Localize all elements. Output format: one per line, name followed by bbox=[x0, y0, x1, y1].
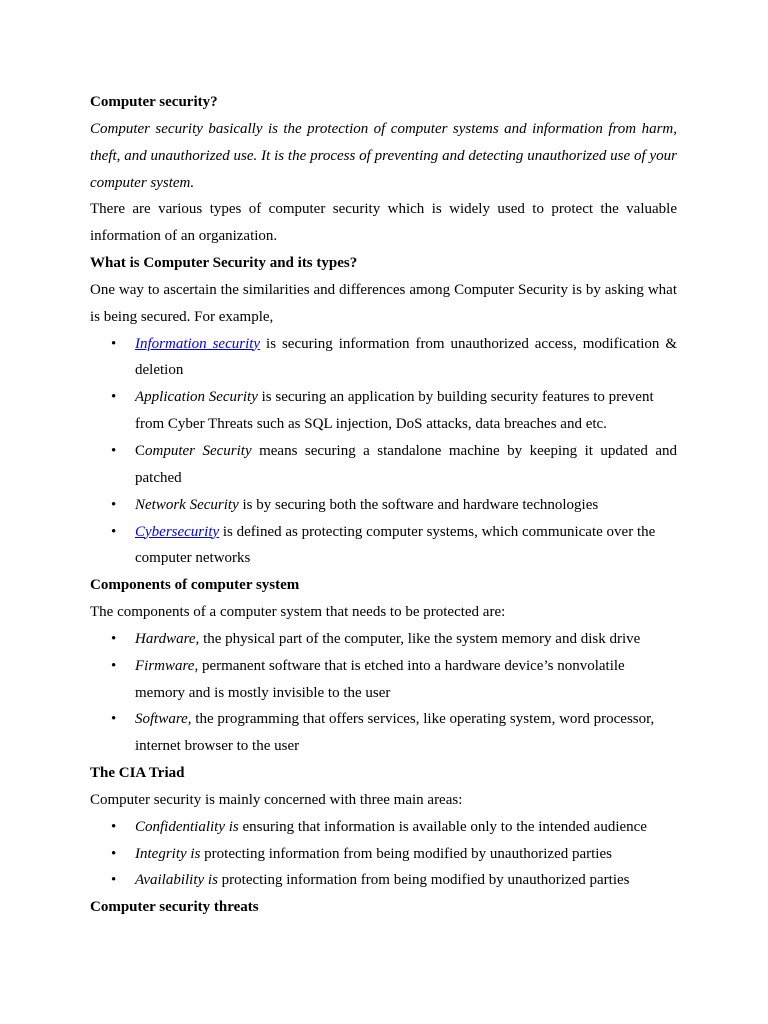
list-item-term: Network Security bbox=[135, 496, 239, 513]
list-item bbox=[90, 867, 677, 894]
list-item-text: permanent software that is etched into a hardware device’s nonvolatile memory and is mostly invisible to the user bbox=[135, 657, 625, 701]
list-item bbox=[90, 841, 677, 868]
list-item bbox=[90, 438, 677, 492]
components-intro-paragraph: The components of a computer system that needs to be protected are: bbox=[90, 604, 506, 621]
intro-italic-paragraph: Computer security basically is the protection of computer systems and information from harm, theft, and unauthorized use. It is the process of preventing and detecting unauthorized use of your computer system. bbox=[90, 120, 677, 191]
list-item bbox=[90, 384, 677, 438]
heading-computer-security: Computer security? bbox=[90, 94, 218, 110]
list-item-text: is defined as protecting computer systems, which communicate over the computer networks bbox=[135, 523, 656, 567]
list-item-text: protecting information from being modified by unauthorized parties bbox=[200, 845, 612, 862]
list-item-term: Hardware, bbox=[135, 630, 200, 647]
heading-components: Components of computer system bbox=[90, 577, 300, 594]
list-item-text: the programming that offers services, like operating system, word processor, internet browser to the user bbox=[135, 711, 655, 755]
list-item bbox=[90, 519, 677, 573]
list-item-term: Firmware, bbox=[135, 657, 199, 674]
heading-security-threats: Computer security threats bbox=[90, 899, 259, 916]
list-item bbox=[90, 706, 677, 760]
types-intro-paragraph: One way to ascertain the similarities and differences among Computer Security is by asking what is being secured. For example, bbox=[90, 281, 677, 325]
list-item bbox=[90, 331, 677, 385]
components-list bbox=[90, 626, 677, 760]
document-page bbox=[90, 89, 677, 921]
list-item bbox=[90, 492, 677, 519]
list-item-term: Confidentiality is bbox=[135, 818, 239, 835]
cybersecurity-link[interactable]: Cybersecurity bbox=[135, 523, 220, 540]
list-item bbox=[90, 653, 677, 707]
list-item-text: is by securing both the software and hardware technologies bbox=[238, 496, 599, 513]
list-item-text: ensuring that information is available only to the intended audience bbox=[238, 818, 647, 835]
list-item-term: Integrity is bbox=[135, 845, 201, 862]
list-item-term: Software, bbox=[135, 711, 192, 728]
list-item-prefix: C bbox=[135, 442, 146, 459]
information-security-link[interactable]: Information security bbox=[135, 335, 261, 352]
list-item-text: is securing information from unauthorized access, modification & deletion bbox=[135, 335, 677, 379]
list-item-text: protecting information from being modified by unauthorized parties bbox=[217, 872, 630, 889]
heading-security-types: What is Computer Security and its types? bbox=[90, 255, 358, 272]
list-item-term: omputer Security bbox=[145, 442, 252, 459]
heading-cia-triad: The CIA Triad bbox=[90, 765, 185, 782]
cia-intro-paragraph: Computer security is mainly concerned with three main areas: bbox=[90, 791, 463, 808]
list-item-term: Availability is bbox=[135, 872, 218, 889]
cia-list bbox=[90, 814, 677, 895]
list-item-text: means securing a standalone machine by keeping it updated and patched bbox=[135, 442, 677, 486]
list-item bbox=[90, 626, 677, 653]
list-item bbox=[90, 814, 677, 841]
security-types-list bbox=[90, 331, 677, 573]
list-item-text: is securing an application by building security features to prevent from Cyber Threats such as SQL injection, DoS attacks, data breaches and etc. bbox=[135, 389, 654, 433]
list-item-term: Application Security bbox=[135, 389, 258, 406]
list-item-text: the physical part of the computer, like the system memory and disk drive bbox=[199, 630, 641, 647]
intro-paragraph: There are various types of computer security which is widely used to protect the valuable information of an organization. bbox=[90, 201, 677, 245]
